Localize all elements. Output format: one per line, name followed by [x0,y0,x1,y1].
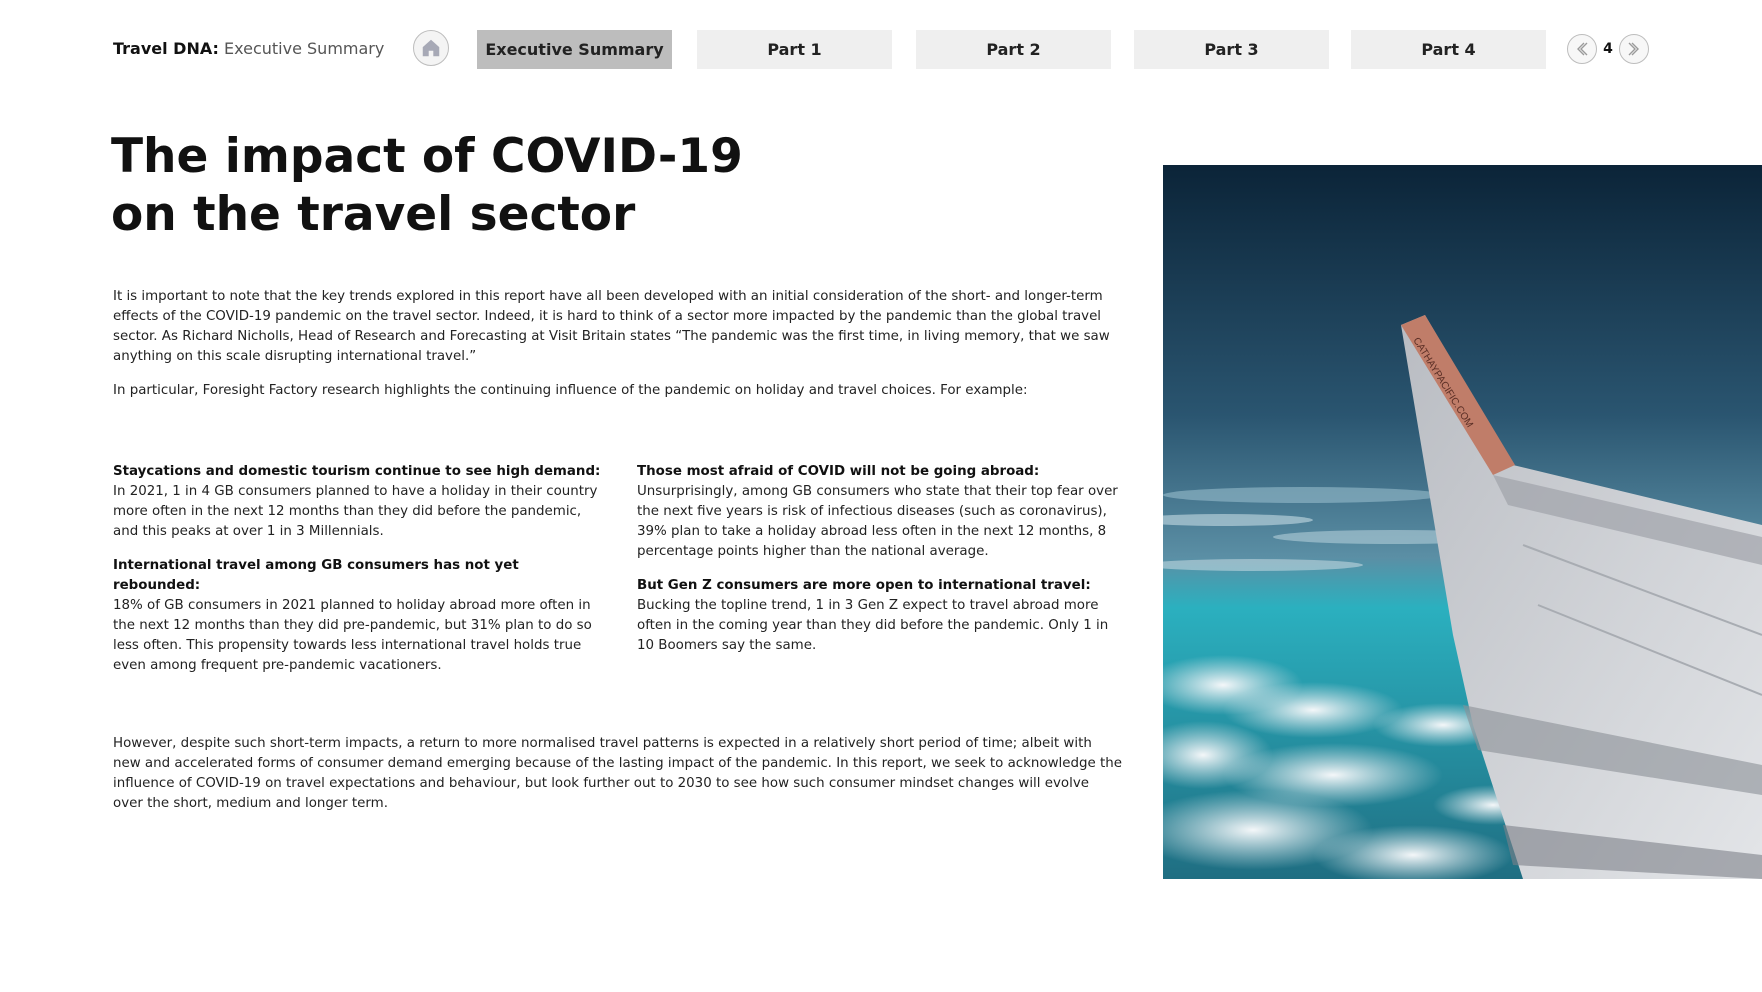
finding-heading: Those most afraid of COVID will not be going abroad: [637,464,1040,479]
tab-part-2[interactable]: Part 2 [916,30,1111,69]
right-findings-column [637,462,1127,670]
chevron-left-icon [1574,41,1590,57]
page-title-line-1: The impact of COVID-19 [111,129,743,184]
finding-heading: But Gen Z consumers are more open to international travel: [637,578,1091,593]
tab-executive-summary[interactable]: Executive Summary [477,30,672,69]
finding-block [113,556,603,676]
report-breadcrumb [113,39,384,58]
chevron-right-icon [1626,41,1642,57]
home-icon [420,37,442,59]
finding-heading: International travel among GB consumers has not yet rebounded: [113,558,519,593]
closing-paragraph: However, despite such short-term impacts, a return to more normalised travel patterns is expected in a relatively short period of time; albeit with new and accelerated forms of consumer demand emerging because of the lasting impact of the pandemic. In this report, we seek to acknowledge the influence of COVID-19 on travel expectations and behaviour, but look further out to 2030 to see how such consumer mindset changes will evolve over the short, medium and longer term. [113,736,1122,811]
airplane-wing-photo [1163,165,1762,879]
page-title [111,128,871,244]
top-navigation-bar [113,30,1650,68]
intro-paragraph: It is important to note that the key trends explored in this report have all been developed with an initial consideration of the short- and longer-term effects of the COVID-19 pandemic on the travel sector. Indeed, it is hard to think of a sector more impacted by the pandemic than the global travel sector. As Richard Nicholls, Head of Research and Forecasting at Visit Britain states “The pandemic was the first time, in living memory, that we saw anything on this scale disrupting international travel.” [113,289,1110,364]
finding-text: Bucking the topline trend, 1 in 3 Gen Z expect to travel abroad more often in the coming year than they did before the pandemic. Only 1 in 10 Boomers say the same. [637,598,1109,653]
brand-section: Executive Summary [224,39,385,58]
page-title-line-2: on the travel sector [111,187,636,242]
previous-page-button[interactable] [1567,34,1597,64]
tab-part-3[interactable]: Part 3 [1134,30,1329,69]
page-pager [1567,32,1649,66]
home-button[interactable] [413,30,449,66]
next-page-button[interactable] [1619,34,1649,64]
finding-block [113,462,603,542]
tab-part-1[interactable]: Part 1 [697,30,892,69]
tab-part-4[interactable]: Part 4 [1351,30,1546,69]
finding-text: Unsurprisingly, among GB consumers who state that their top fear over the next five years is risk of infectious diseases (such as coronavirus), 39% plan to take a holiday abroad less often in the next 12 months, 8 percentage points higher than the national average. [637,484,1118,559]
airplane-wing-illustration [1163,165,1762,879]
finding-block [637,576,1127,656]
finding-heading: Staycations and domestic tourism continue to see high demand: [113,464,601,479]
finding-text: In 2021, 1 in 4 GB consumers planned to have a holiday in their country more often in the next 12 months than they did before the pandemic, and this peaks at over 1 in 3 Millennials. [113,484,598,539]
left-findings-column [113,462,603,690]
wing-lettering: CATHAYPACIFIC.COM [1410,335,1475,430]
finding-text: 18% of GB consumers in 2021 planned to holiday abroad more often in the next 12 months than they did pre-pandemic, but 31% plan to do so less often. This propensity towards less international travel holds true even among frequent pre-pandemic vacationers. [113,598,592,673]
page-number: 4 [1603,41,1613,57]
brand-title: Travel DNA: [113,39,219,58]
finding-block [637,462,1127,562]
foresight-paragraph: In particular, Foresight Factory research highlights the continuing influence of the pandemic on holiday and travel choices. For example: [113,383,1028,398]
